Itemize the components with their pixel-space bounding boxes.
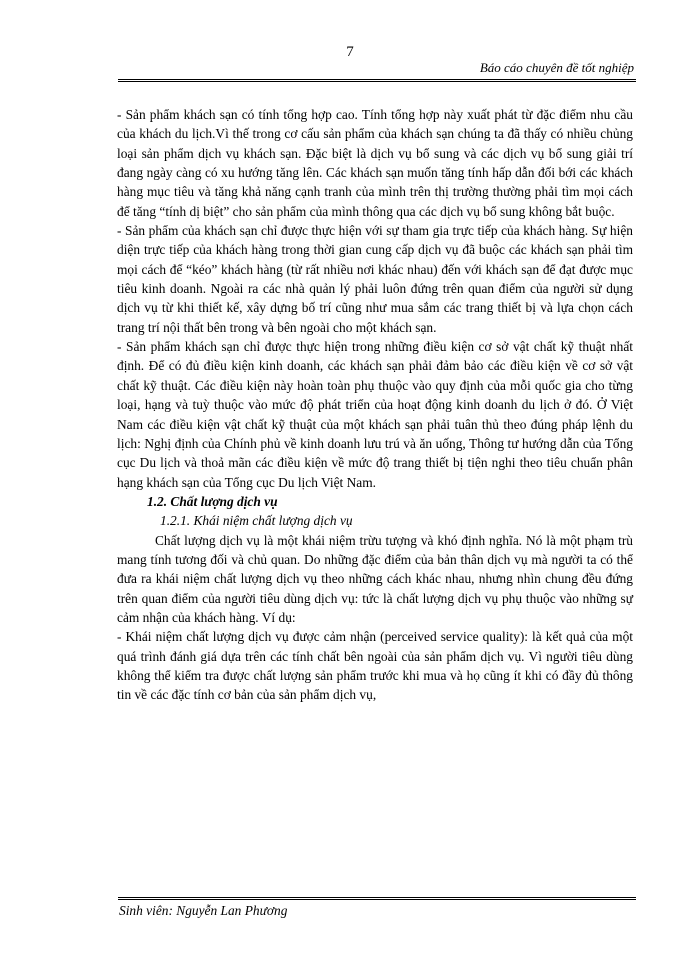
subsection-heading: 1.2.1. Khái niệm chất lượng dịch vụ xyxy=(160,513,353,529)
paragraph-customer-participation: - Sản phẩm của khách sạn chỉ được thực hiện với sự tham gia trực tiếp của khách hàng. Sự hiện diện trực tiếp của khách hàng trong thời gian cung cấp dịch vụ đã buộc các khách sạn phải tìm mọi cách để “kéo” khách hàng (từ rất nhiều nơi khác nhau) đến với khách sạn để đạt được mục tiêu kinh doanh. Ngoài ra các nhà quản lý phải luôn đứng trên quan điểm của người sử dụng dịch vụ từ khi thiết kế, xây dựng bố trí cũng như mua sắm các trang thiết bị và lựa chọn cách trang trí nội thất bên trong và bên ngoài cho một khách sạn. xyxy=(117,223,633,335)
paragraph-hotel-product-composite: - Sản phẩm khách sạn có tính tổng hợp cao. Tính tổng hợp này xuất phát từ đặc điểm nhu cầu của khách du lịch.Vì thế trong cơ cấu sản phẩm của khách sạn chúng ta đã thấy có nhiều chủng loại sản phẩm dịch vụ khách sạn. Đặc biệt là dịch vụ bổ sung và các dịch vụ bổ sung giải trí đang ngày càng có xu hướng tăng lên. Các khách sạn muốn tăng tính hấp dẫn đối bới các khách hàng mục tiêu và tăng khả năng cạnh tranh của mình trên thị trường thường phải tìm mọi cách để tăng “tính dị biệt” cho sản phẩm của mình thông qua các dịch vụ bổ sung không bắt buộc. xyxy=(117,107,633,219)
header-rule xyxy=(118,79,636,82)
paragraph-perceived-service-quality: - Khái niệm chất lượng dịch vụ được cảm nhận (perceived service quality): là kết quả của một quá trình đánh giá dựa trên các tính chất bên ngoài của sản phẩm dịch vụ. Vì người tiêu dùng không thể kiểm tra được chất lượng sản phẩm trước khi mua và họ cũng ít khi có đầy đủ thông tin về các đặc tính cơ bản của sản phẩm dịch vụ, xyxy=(117,629,633,703)
document-body xyxy=(117,105,633,705)
paragraph-technical-conditions: - Sản phẩm khách sạn chỉ được thực hiện trong những điều kiện cơ sở vật chất kỹ thuật nhất định. Để có đủ điều kiện kinh doanh, các khách sạn phải đảm bảo các điều kiện về cơ sở vật chất kỹ thuật. Các điều kiện này hoàn toàn phụ thuộc vào quy định của mỗi quốc gia cho từng loại, hạng và tuỳ thuộc vào mức độ phát triển của hoạt động kinh doanh du lịch ở đó. Ở Việt Nam các điều kiện vật chất kỹ thuật của một khách sạn phải tuân thủ theo đúng pháp lệnh du lịch: Nghị định của Chính phủ về kinh doanh lưu trú và ăn uống, Thông tư hướng dẫn của Tổng cục Du lịch và thoả mãn các điều kiện về mức độ trang thiết bị tiện nghi theo tiêu chuẩn phân hạng khách sạn của Tổng cục Du lịch Việt Nam. xyxy=(117,339,633,490)
section-heading: 1.2. Chất lượng dịch vụ xyxy=(147,493,278,509)
paragraph-service-quality-definition: Chất lượng dịch vụ là một khái niệm trừu tượng và khó định nghĩa. Nó là một phạm trù mang tính tương đối và chủ quan. Do những đặc điểm của bản thân dịch vụ mà người ta có thể đưa ra khái niệm chất lượng dịch vụ theo những cách khác nhau, nhưng nhìn chung đều đứng trên quan điểm của người tiêu dùng dịch vụ: tức là chất lượng dịch vụ phụ thuộc vào những sự cảm nhận của khách hàng. Ví dụ: xyxy=(117,532,633,625)
footer-student-name: Sinh viên: Nguyễn Lan Phương xyxy=(119,903,288,918)
page-number: 7 xyxy=(346,44,354,60)
footer-rule xyxy=(118,897,636,900)
header-title: Báo cáo chuyên đề tốt nghiệp xyxy=(479,60,634,75)
